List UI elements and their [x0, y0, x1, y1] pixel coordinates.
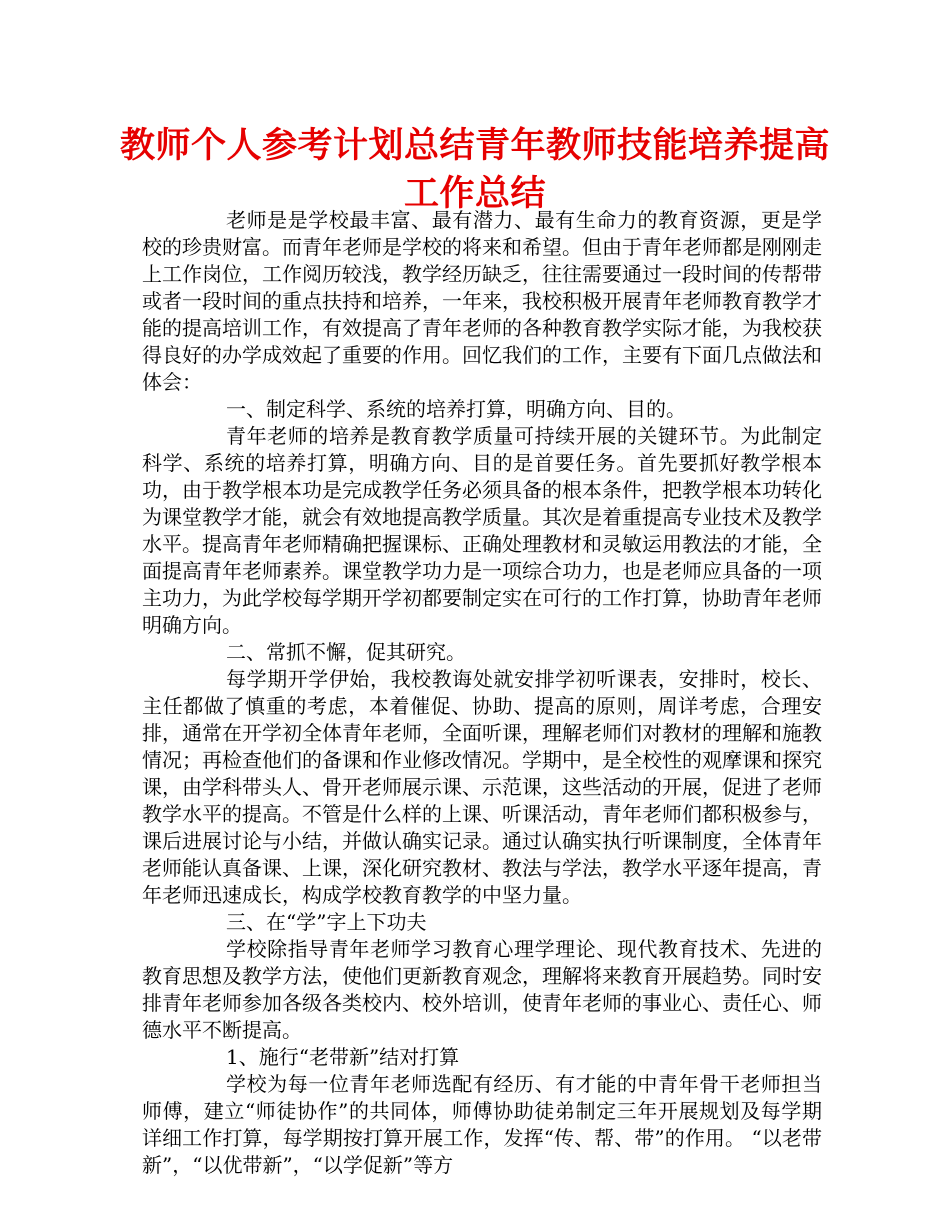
- document-body: [142, 207, 822, 1179]
- paragraph-2: 每学期开学伊始，我校教诲处就安排学初听课表，安排时，校长、主任都做了慎重的考虑，本着催促、协助、提高的原则，周详考虑，合理安排，通常在开学初全体青年老师，全面听课，理解老师们对教材的理解和施教情况；再检查他们的备课和作业修改情况。学期中，是全校性的观摩课和探究课，由学科带头人、骨开老师展示课、示范课，这些活动的开展，促进了老师教学水平的提高。不管是什么样的上课、听课活动，青年老师们都积极参与，课后进展讨论与小结，并做认确实记录。通过认确实执行听课制度，全体青年老师能认真备课、上课，深化研究教材、教法与学法，教学水平逐年提高，青年老师迅速成长，构成学校教育教学的中坚力量。: [142, 667, 822, 907]
- paragraph-1: 青年老师的培养是教育教学质量可持续开展的关键环节。为此制定科学、系统的培养打算，明确方向、目的是首要任务。首先要抓好教学根本功，由于教学根本功是完成教学任务必须具备的根本条件，把教学根本功转化为课堂教学才能，就会有效地提高教学质量。其次是着重提高专业技术及教学水平。提高青年老师精确把握课标、正确处理教材和灵敏运用教法的才能，全面提高青年老师素养。课堂教学功力是一项综合功力，也是老师应具备的一项主功力，为此学校每学期开学初都要制定实在可行的工作打算，协助青年老师明确方向。: [142, 424, 822, 637]
- paragraph-3: 学校除指导青年老师学习教育心理学理论、现代教育技术、先进的教育思想及教学方法，使他们更新教育观念，理解将来教育开展趋势。同时安排青年老师参加各级各类校内、校外培训，使青年老师的事业心、责任心、师德水平不断提高。: [142, 937, 822, 1042]
- document-title: 教师个人参考计划总结青年教师技能培养提高工作总结: [120, 126, 831, 214]
- subsection-heading-1: 1、施行“老带新”结对打算: [226, 1045, 460, 1069]
- paragraph-4: 学校为每一位青年老师选配有经历、有才能的中青年骨干老师担当师傅，建立“师徒协作”的共同体，师傅协助徒弟制定三年开展规划及每学期详细工作打算，每学期按打算开展工作，发挥“传、帮、带”的作用。 “以老带新”，“以优带新”，“以学促新”等方: [142, 1072, 822, 1177]
- section-heading-1: 一、制定科学、系统的培养打算，明确方向、目的。: [226, 397, 686, 421]
- section-heading-3: 三、在“学”字上下功夫: [226, 910, 427, 934]
- section-heading-2: 二、常抓不懈，促其研究。: [226, 640, 466, 664]
- intro-paragraph: 老师是是学校最丰富、最有潜力、最有生命力的教育资源，更是学校的珍贵财富。而青年老师是学校的将来和希望。但由于青年老师都是刚刚走上工作岗位，工作阅历较浅，教学经历缺乏，往往需要通过一段时间的传帮带或者一段时间的重点扶持和培养，一年来，我校积极开展青年老师教育教学才能的提高培训工作，有效提高了青年老师的各种教育教学实际才能，为我校获得良好的办学成效起了重要的作用。回忆我们的工作，主要有下面几点做法和体会：: [142, 208, 822, 394]
